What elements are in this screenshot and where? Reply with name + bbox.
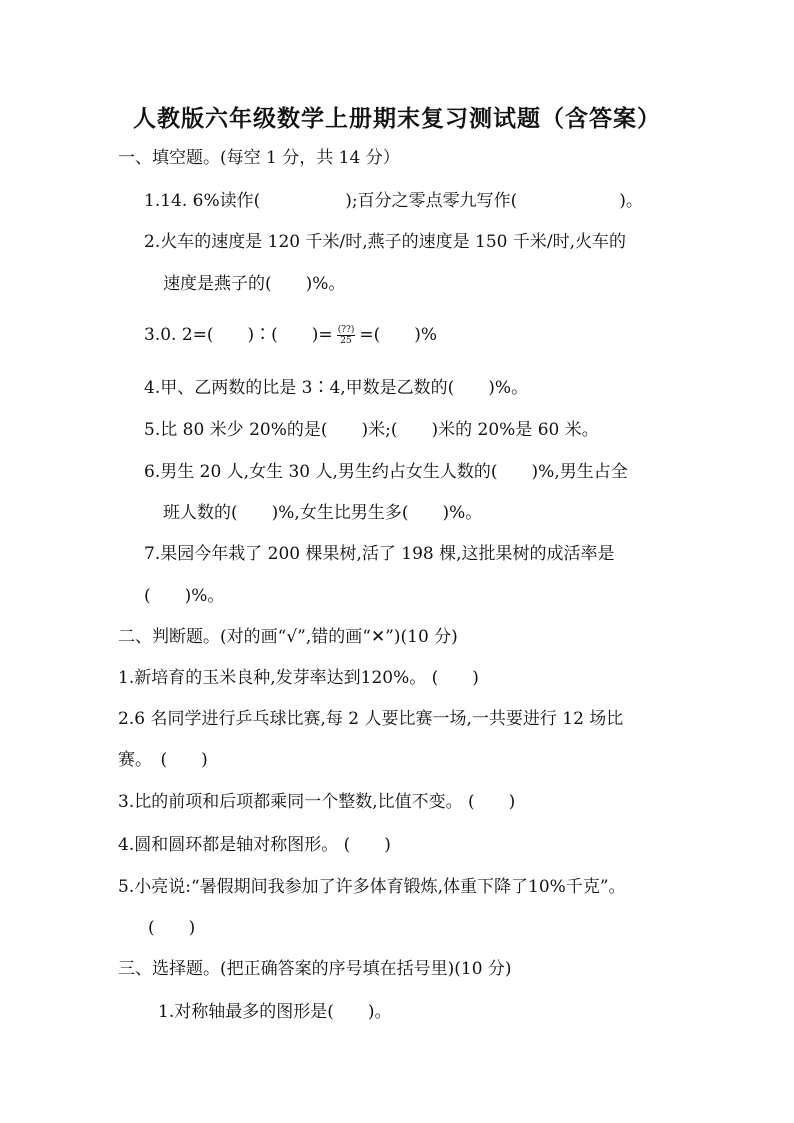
fill-question-3 — [144, 323, 437, 347]
judge-question-5-line-2: ( ) — [148, 918, 196, 938]
fill-question-7-line-1: 7.果园今年栽了 200 棵果树,活了 198 棵,这批果树的成活率是 — [144, 544, 615, 564]
section-2-heading: 二、判断题。(对的画“√”,错的画“✕”)(10 分) — [118, 627, 458, 647]
page-title: 人教版六年级数学上册期末复习测试题（含答案） — [133, 105, 661, 132]
judge-question-5-line-1: 5.小亮说:“暑假期间我参加了许多体育锻炼,体重下降了10%千克”。 — [118, 877, 626, 897]
fill-question-3-prefix: 3.0. 2=( )∶( )= — [144, 325, 333, 345]
fill-question-3-suffix: =( )% — [359, 325, 438, 345]
choice-question-1: 1.对称轴最多的图形是( )。 — [158, 1002, 392, 1022]
fill-question-6-line-2: 班人数的( )%,女生比男生多( )%。 — [163, 503, 483, 523]
fill-question-2-line-1: 2.火车的速度是 120 千米/时,燕子的速度是 150 千米/时,火车的 — [144, 232, 626, 252]
fill-question-5: 5.比 80 米少 20%的是( )米;( )米的 20%是 60 米。 — [144, 420, 599, 440]
judge-question-4: 4.圆和圆环都是轴对称图形。 ( ) — [118, 835, 391, 855]
fraction-denominator: 25 — [340, 336, 352, 346]
section-1-heading: 一、填空题。(每空 1 分，共 14 分） — [118, 148, 400, 168]
fill-question-1: 1.14. 6%读作( );百分之零点零九写作( )。 — [144, 191, 643, 211]
judge-question-3: 3.比的前项和后项都乘同一个整数,比值不变。 ( ) — [118, 792, 516, 812]
fill-question-2-line-2: 速度是燕子的( )%。 — [163, 274, 346, 294]
fraction — [337, 325, 356, 346]
fill-question-4: 4.甲、乙两数的比是 3∶4,甲数是乙数的( )%。 — [144, 378, 529, 398]
judge-question-1: 1.新培育的玉米良种,发芽率达到120%。 ( ) — [118, 668, 479, 688]
fraction-numerator: (??) — [337, 325, 355, 335]
section-3-heading: 三、选择题。(把正确答案的序号填在括号里)(10 分) — [118, 959, 512, 979]
judge-question-2-line-1: 2.6 名同学进行乒乓球比赛,每 2 人要比赛一场,一共要进行 12 场比 — [118, 709, 624, 729]
judge-question-2-line-2: 赛。 ( ) — [118, 750, 208, 770]
fill-question-7-line-2: ( )%。 — [144, 586, 225, 606]
fill-question-6-line-1: 6.男生 20 人,女生 30 人,男生约占女生人数的( )%,男生占全 — [144, 462, 628, 482]
